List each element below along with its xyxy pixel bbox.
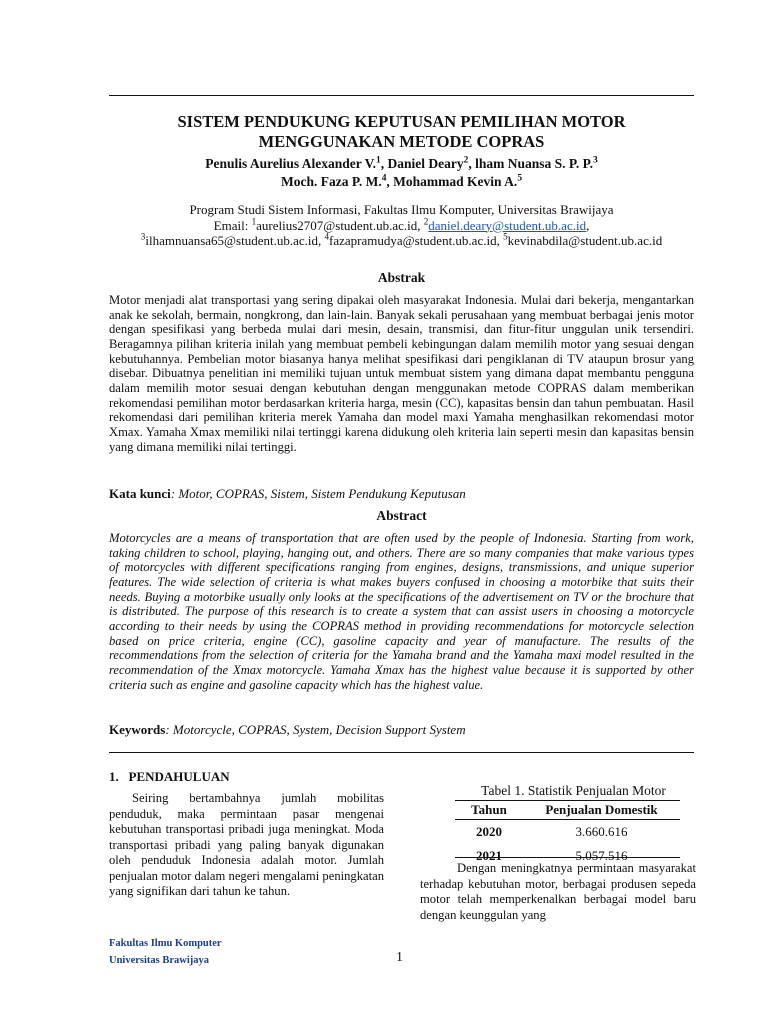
email-line-2: $^3$ilhamnuansa65@student.ub.ac.id, $^4$fazapramudya@student.ub.ac.id, $^5$kevinabdila@student.ub.ac.id <box>140 231 663 248</box>
email-line-1: Email: $^1$aurelius2707@student.ub.ac.id, $^2$daniel.deary@student.ub.ac.id, <box>213 216 590 233</box>
intro-left-paragraph: Seiring bertambahnya jumlah mobilitas penduduk, maka permintaan pasar mengenai kebutuhan transportasi pribadi juga meningkat. Moda transportasi pribadi yang paling banyak digunakan oleh penduduk Indonesia adalah motor. Jumlah penjualan motor dalam negeri mengalami peningkatan yang signifikan dari tahun ke tahun. <box>109 791 384 898</box>
footer-institution <box>109 935 222 969</box>
section-rule <box>109 752 694 753</box>
footer-faculty: Fakultas Ilmu Komputer <box>109 938 222 949</box>
table-header-row <box>455 801 680 820</box>
col-header-tahun: Tahun <box>455 801 523 820</box>
table-bottom-rule <box>455 857 680 858</box>
row-year: 2021 <box>476 848 502 863</box>
author-line-2: Moch. Faza P. M.$^4$, Mohammad Kevin A.$^5$ <box>280 173 523 189</box>
author-line-1: Penulis Aurelius Alexander V.$^1$, Daniel Deary$^2$, lham Nuansa S. P. P.$^3$ <box>205 155 598 171</box>
email-link-daniel[interactable]: daniel.deary@student.ub.ac.id <box>428 217 587 233</box>
section-heading-pendahuluan: 1. PENDAHULUAN <box>109 769 230 784</box>
abstract-body: Motorcycles are a means of transportation that are often used by the people of Indonesia. Starting from work, taking children to school, playing, hanging out, and others. There are so many companies that make various types of motorcycles with different specifications ranging from engines, designs, transmissions, and unique superior features. The wide selection of criteria is what makes buyers confused in choosing a motorbike that suits their needs. Buying a motorbike usually only looks at the specifications of the advertisement on TV or the brochure that is distributed. The purpose of this research is to create a system that can assist users in choosing a motorcycle according to their needs by using the COPRAS method in providing recommendations for motorcycle selection based on price criteria, engine (CC), gasoline capacity and year of manufacture. The results of the recommendations from the selection of criteria for the Yamaha brand and the Yamaha maxi model resulted in the recommendation of the Xmax motorcycle. Yamaha Xmax has the highest value because it is supported by other criteria such as engine and gasoline capacity which has the highest value. <box>109 531 694 692</box>
keywords: Keywords: Motorcycle, COPRAS, System, Decision Support System <box>109 722 466 737</box>
author-list <box>100 155 703 191</box>
kata-kunci: Kata kunci: Motor, COPRAS, Sistem, Sistem Pendukung Keputusan <box>109 486 466 501</box>
abstract-heading: Abstract <box>376 508 427 523</box>
table-caption: Tabel 1. Statistik Penjualan Motor <box>481 783 666 798</box>
abstrak-body: Motor menjadi alat transportasi yang sering dipakai oleh masyarakat Indonesia. Mulai dari bekerja, mengantarkan anak ke sekolah, bermain, nongkrong, dan lain-lain. Banyak sekali perusahaan yang membuat berbagai jenis motor dengan spesifikasi yang berbeda mulai dari mesin, desain, transmisi, dan fitur-fitur unggulan unik tersendiri. Beragamnya pilihan kriteria inilah yang membuat pembeli kebingungan dalam memilih motor yang sesuai dengan kebutuhannya. Pembelian motor biasanya hanya melihat spesifikasi dari pengiklanan di TV ataupun brosur yang disebar. Dibuatnya penelitian ini memiliki tujuan untuk membuat sistem yang dimana dapat membantu pengguna dalam memilih motor sesuai dengan kebutuhan dengan menggunakan metode COPRAS dalam memberikan rekomendasi pemilihan motor berdasarkan kriteria harga, mesin (CC), kapasitas bensin dan tahun pembuatan. Hasil rekomendasi dari pemilihan kriteria merek Yamaha dan model maxi Yamaha menghasilkan rekomendasi motor Xmax. Yamaha Xmax memiliki nilai tertinggi karena didukung oleh kriteria lain seperti mesin dan kapasitas bensin yang dimana memiliki nilai tertinggi. <box>109 293 694 454</box>
title-line-2: MENGGUNAKAN METODE COPRAS <box>258 132 545 151</box>
table-row <box>455 820 680 845</box>
affiliation <box>100 202 703 249</box>
page-number: 1 <box>396 950 403 965</box>
intro-right-paragraph: Dengan meningkatnya permintaan masyarakat terhadap kebutuhan motor, berbagai produsen sepeda motor telah memperkenalkan berbagai model baru dengan keunggulan yang <box>420 861 696 922</box>
program-line: Program Studi Sistem Informasi, Fakultas Ilmu Komputer, Universitas Brawijaya <box>189 202 614 217</box>
top-rule <box>109 95 694 96</box>
row-value: 5.057.516 <box>575 848 628 863</box>
abstrak-heading: Abstrak <box>377 270 426 285</box>
title-line-1: SISTEM PENDUKUNG KEPUTUSAN PEMILIHAN MOTOR <box>177 112 626 131</box>
row-year: 2020 <box>476 824 502 839</box>
footer-university: Universitas Brawijaya <box>109 955 210 966</box>
row-value: 3.660.616 <box>575 824 628 839</box>
paper-title <box>100 112 703 152</box>
col-header-penjualan: Penjualan Domestik <box>523 801 680 820</box>
